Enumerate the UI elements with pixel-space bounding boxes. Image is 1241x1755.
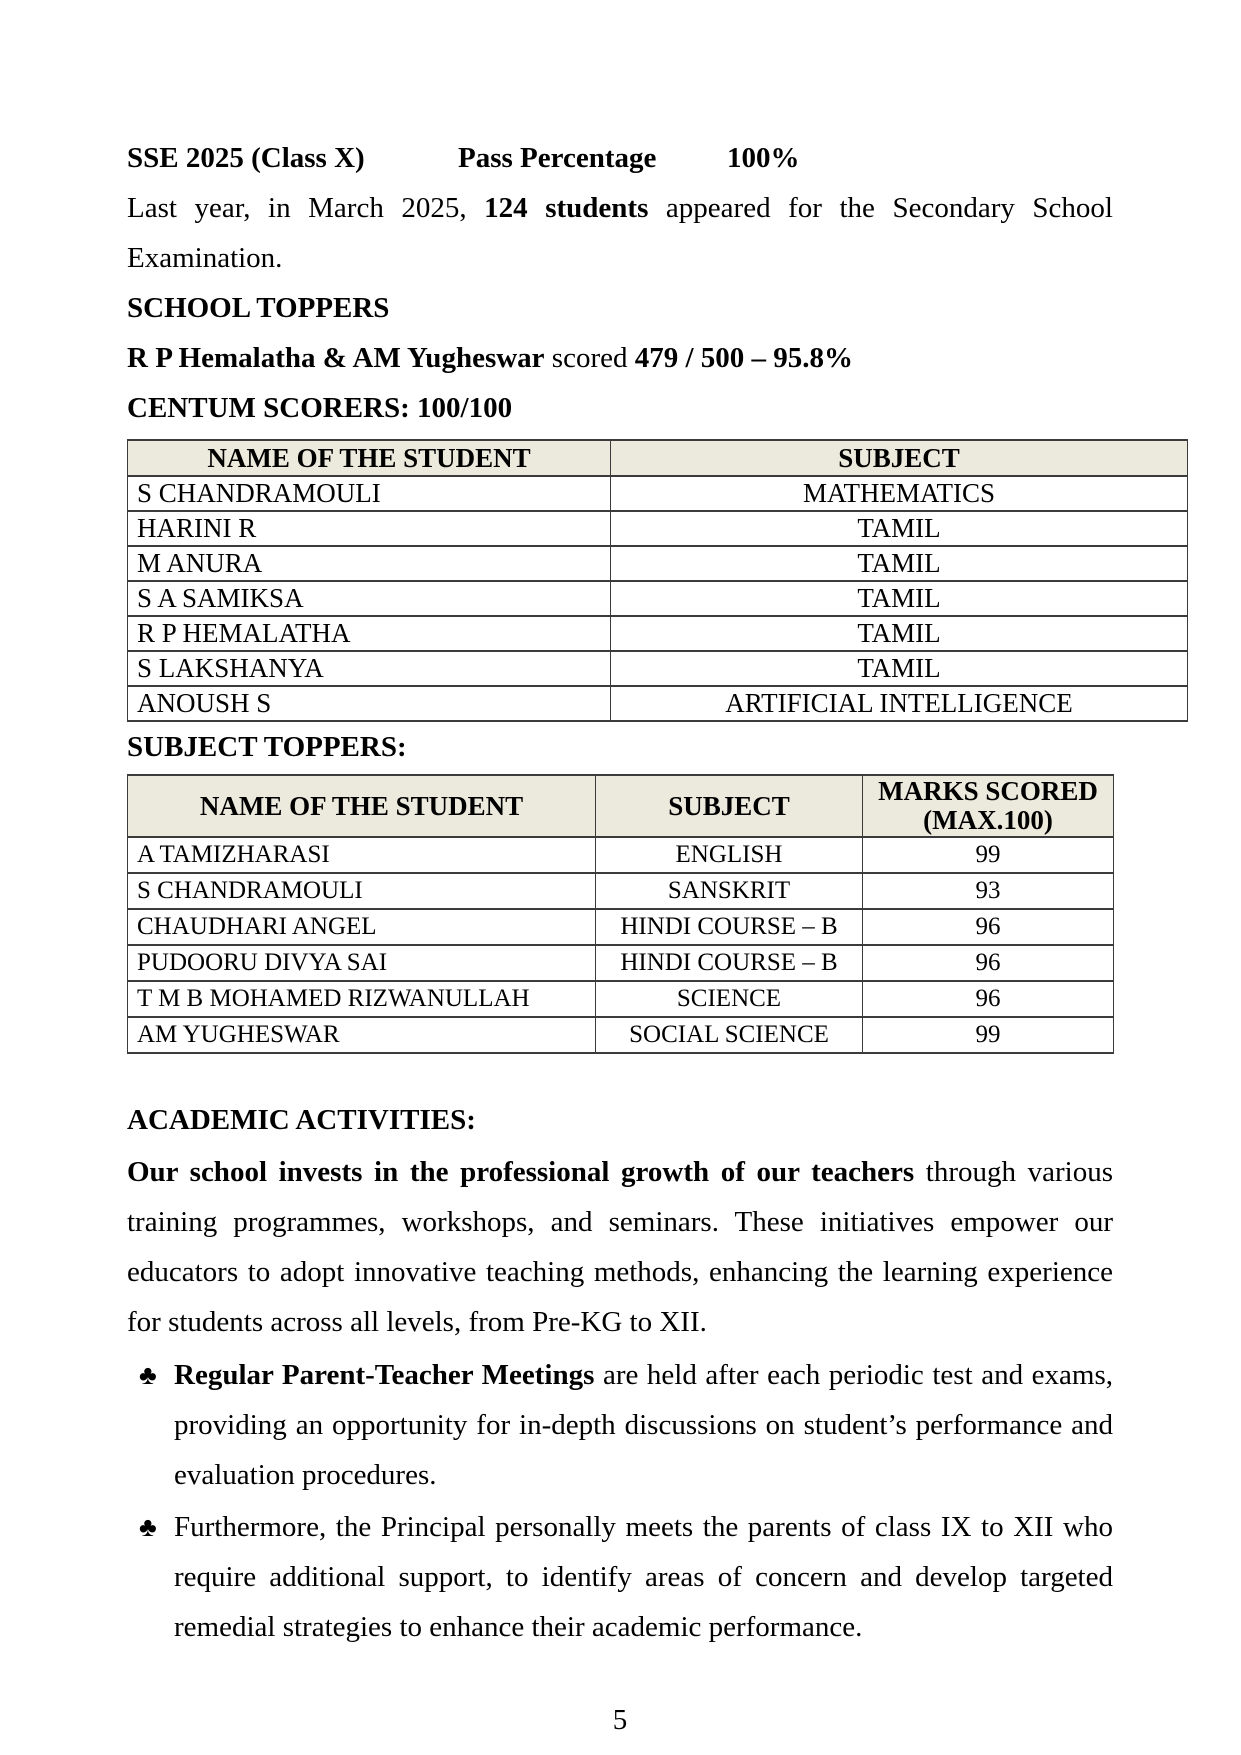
table-cell: 93 — [863, 873, 1114, 909]
column-header-name: NAME OF THE STUDENT — [128, 440, 611, 476]
exam-title: SSE 2025 (Class X) — [127, 142, 365, 174]
bullet-text: are held after each periodic test and exams, providing an opportunity for in-depth discussions on student’s performance and evaluation procedures. — [174, 1359, 1113, 1491]
table-cell: 96 — [863, 945, 1114, 981]
column-header-name: NAME OF THE STUDENT — [128, 775, 596, 837]
table-cell: TAMIL — [611, 581, 1188, 616]
column-header-subject: SUBJECT — [596, 775, 863, 837]
table-row — [128, 581, 1188, 616]
table-cell: 99 — [863, 1017, 1114, 1053]
academic-bullet-list — [127, 1350, 1113, 1652]
table-header-row — [128, 775, 1114, 837]
academic-lead-bold: Our school invests in the professional growth of our teachers — [127, 1156, 915, 1188]
table-cell: PUDOORU DIVYA SAI — [128, 945, 596, 981]
table-row — [128, 476, 1188, 511]
pass-percentage-value: 100% — [727, 142, 800, 174]
table-cell: R P HEMALATHA — [128, 616, 611, 651]
table-cell: HINDI COURSE – B — [596, 909, 863, 945]
column-header-subject: SUBJECT — [611, 440, 1188, 476]
pass-percentage-line — [127, 133, 1113, 183]
table-cell: SCIENCE — [596, 981, 863, 1017]
intro-paragraph — [127, 183, 1113, 283]
subject-toppers-heading: SUBJECT TOPPERS: — [127, 731, 407, 763]
students-count: 124 students — [484, 192, 649, 224]
table-cell: TAMIL — [611, 546, 1188, 581]
list-item — [127, 1350, 1113, 1500]
table-cell: CHAUDHARI ANGEL — [128, 909, 596, 945]
table-row — [128, 837, 1114, 873]
club-bullet-icon: ♣ — [139, 1360, 157, 1390]
table-cell: TAMIL — [611, 616, 1188, 651]
column-header-marks — [863, 775, 1114, 837]
table-cell: S A SAMIKSA — [128, 581, 611, 616]
table-cell: 99 — [863, 837, 1114, 873]
table-cell: TAMIL — [611, 651, 1188, 686]
table-cell: SANSKRIT — [596, 873, 863, 909]
table-cell: HARINI R — [128, 511, 611, 546]
table-cell: ENGLISH — [596, 837, 863, 873]
table-cell: 96 — [863, 981, 1114, 1017]
table-cell: A TAMIZHARASI — [128, 837, 596, 873]
table-cell: 96 — [863, 909, 1114, 945]
table-row — [128, 1017, 1114, 1053]
table-cell: HINDI COURSE – B — [596, 945, 863, 981]
table-row — [128, 981, 1114, 1017]
table-row — [128, 945, 1114, 981]
academic-activities-heading: ACADEMIC ACTIVITIES: — [127, 1104, 476, 1136]
table-cell: S LAKSHANYA — [128, 651, 611, 686]
school-toppers-heading: SCHOOL TOPPERS — [127, 292, 390, 324]
list-item — [127, 1502, 1113, 1652]
table-cell: ARTIFICIAL INTELLIGENCE — [611, 686, 1188, 721]
table-row — [128, 546, 1188, 581]
intro-text-post: appeared for the Secondary School Examination. — [127, 192, 1113, 274]
scored-label: scored — [544, 342, 635, 374]
marks-header-line2: (MAX.100) — [923, 805, 1053, 835]
table-cell: T M B MOHAMED RIZWANULLAH — [128, 981, 596, 1017]
topper-score: 479 / 500 – 95.8% — [634, 342, 854, 374]
centum-scorers-table — [127, 439, 1188, 722]
table-cell: S CHANDRAMOULI — [128, 476, 611, 511]
table-row — [128, 511, 1188, 546]
pass-percentage-label: Pass Percentage — [458, 142, 657, 174]
bullet-text: Furthermore, the Principal personally meets the parents of class IX to XII who require additional support, to identify areas of concern and develop targeted remedial strategies to enhance their academic performance. — [174, 1511, 1113, 1643]
academic-lead-rest: through various training programmes, workshops, and seminars. These initiatives empower our educators to adopt innovative teaching methods, enhancing the learning experience for students across all levels, from Pre-KG to XII. — [127, 1156, 1113, 1338]
marks-header-line1: MARKS SCORED — [878, 776, 1098, 806]
table-header-row — [128, 440, 1188, 476]
intro-text-pre: Last year, in March 2025, — [127, 192, 485, 224]
table-row — [128, 686, 1188, 721]
school-toppers-line — [127, 333, 1113, 383]
centum-scorers-heading: CENTUM SCORERS: 100/100 — [127, 392, 513, 424]
page-number: 5 — [612, 1704, 628, 1736]
table-cell: ANOUSH S — [128, 686, 611, 721]
bullet-bold-text: Regular Parent-Teacher Meetings — [174, 1359, 595, 1391]
table-cell: SOCIAL SCIENCE — [596, 1017, 863, 1053]
table-cell: AM YUGHESWAR — [128, 1017, 596, 1053]
table-row — [128, 651, 1188, 686]
table-cell: S CHANDRAMOULI — [128, 873, 596, 909]
table-cell: MATHEMATICS — [611, 476, 1188, 511]
table-cell: TAMIL — [611, 511, 1188, 546]
club-bullet-icon: ♣ — [139, 1512, 157, 1542]
table-cell: M ANURA — [128, 546, 611, 581]
topper-names: R P Hemalatha & AM Yugheswar — [127, 342, 545, 374]
academic-paragraph — [127, 1147, 1113, 1347]
table-row — [128, 909, 1114, 945]
subject-toppers-table — [127, 774, 1114, 1054]
table-row — [128, 873, 1114, 909]
table-row — [128, 616, 1188, 651]
